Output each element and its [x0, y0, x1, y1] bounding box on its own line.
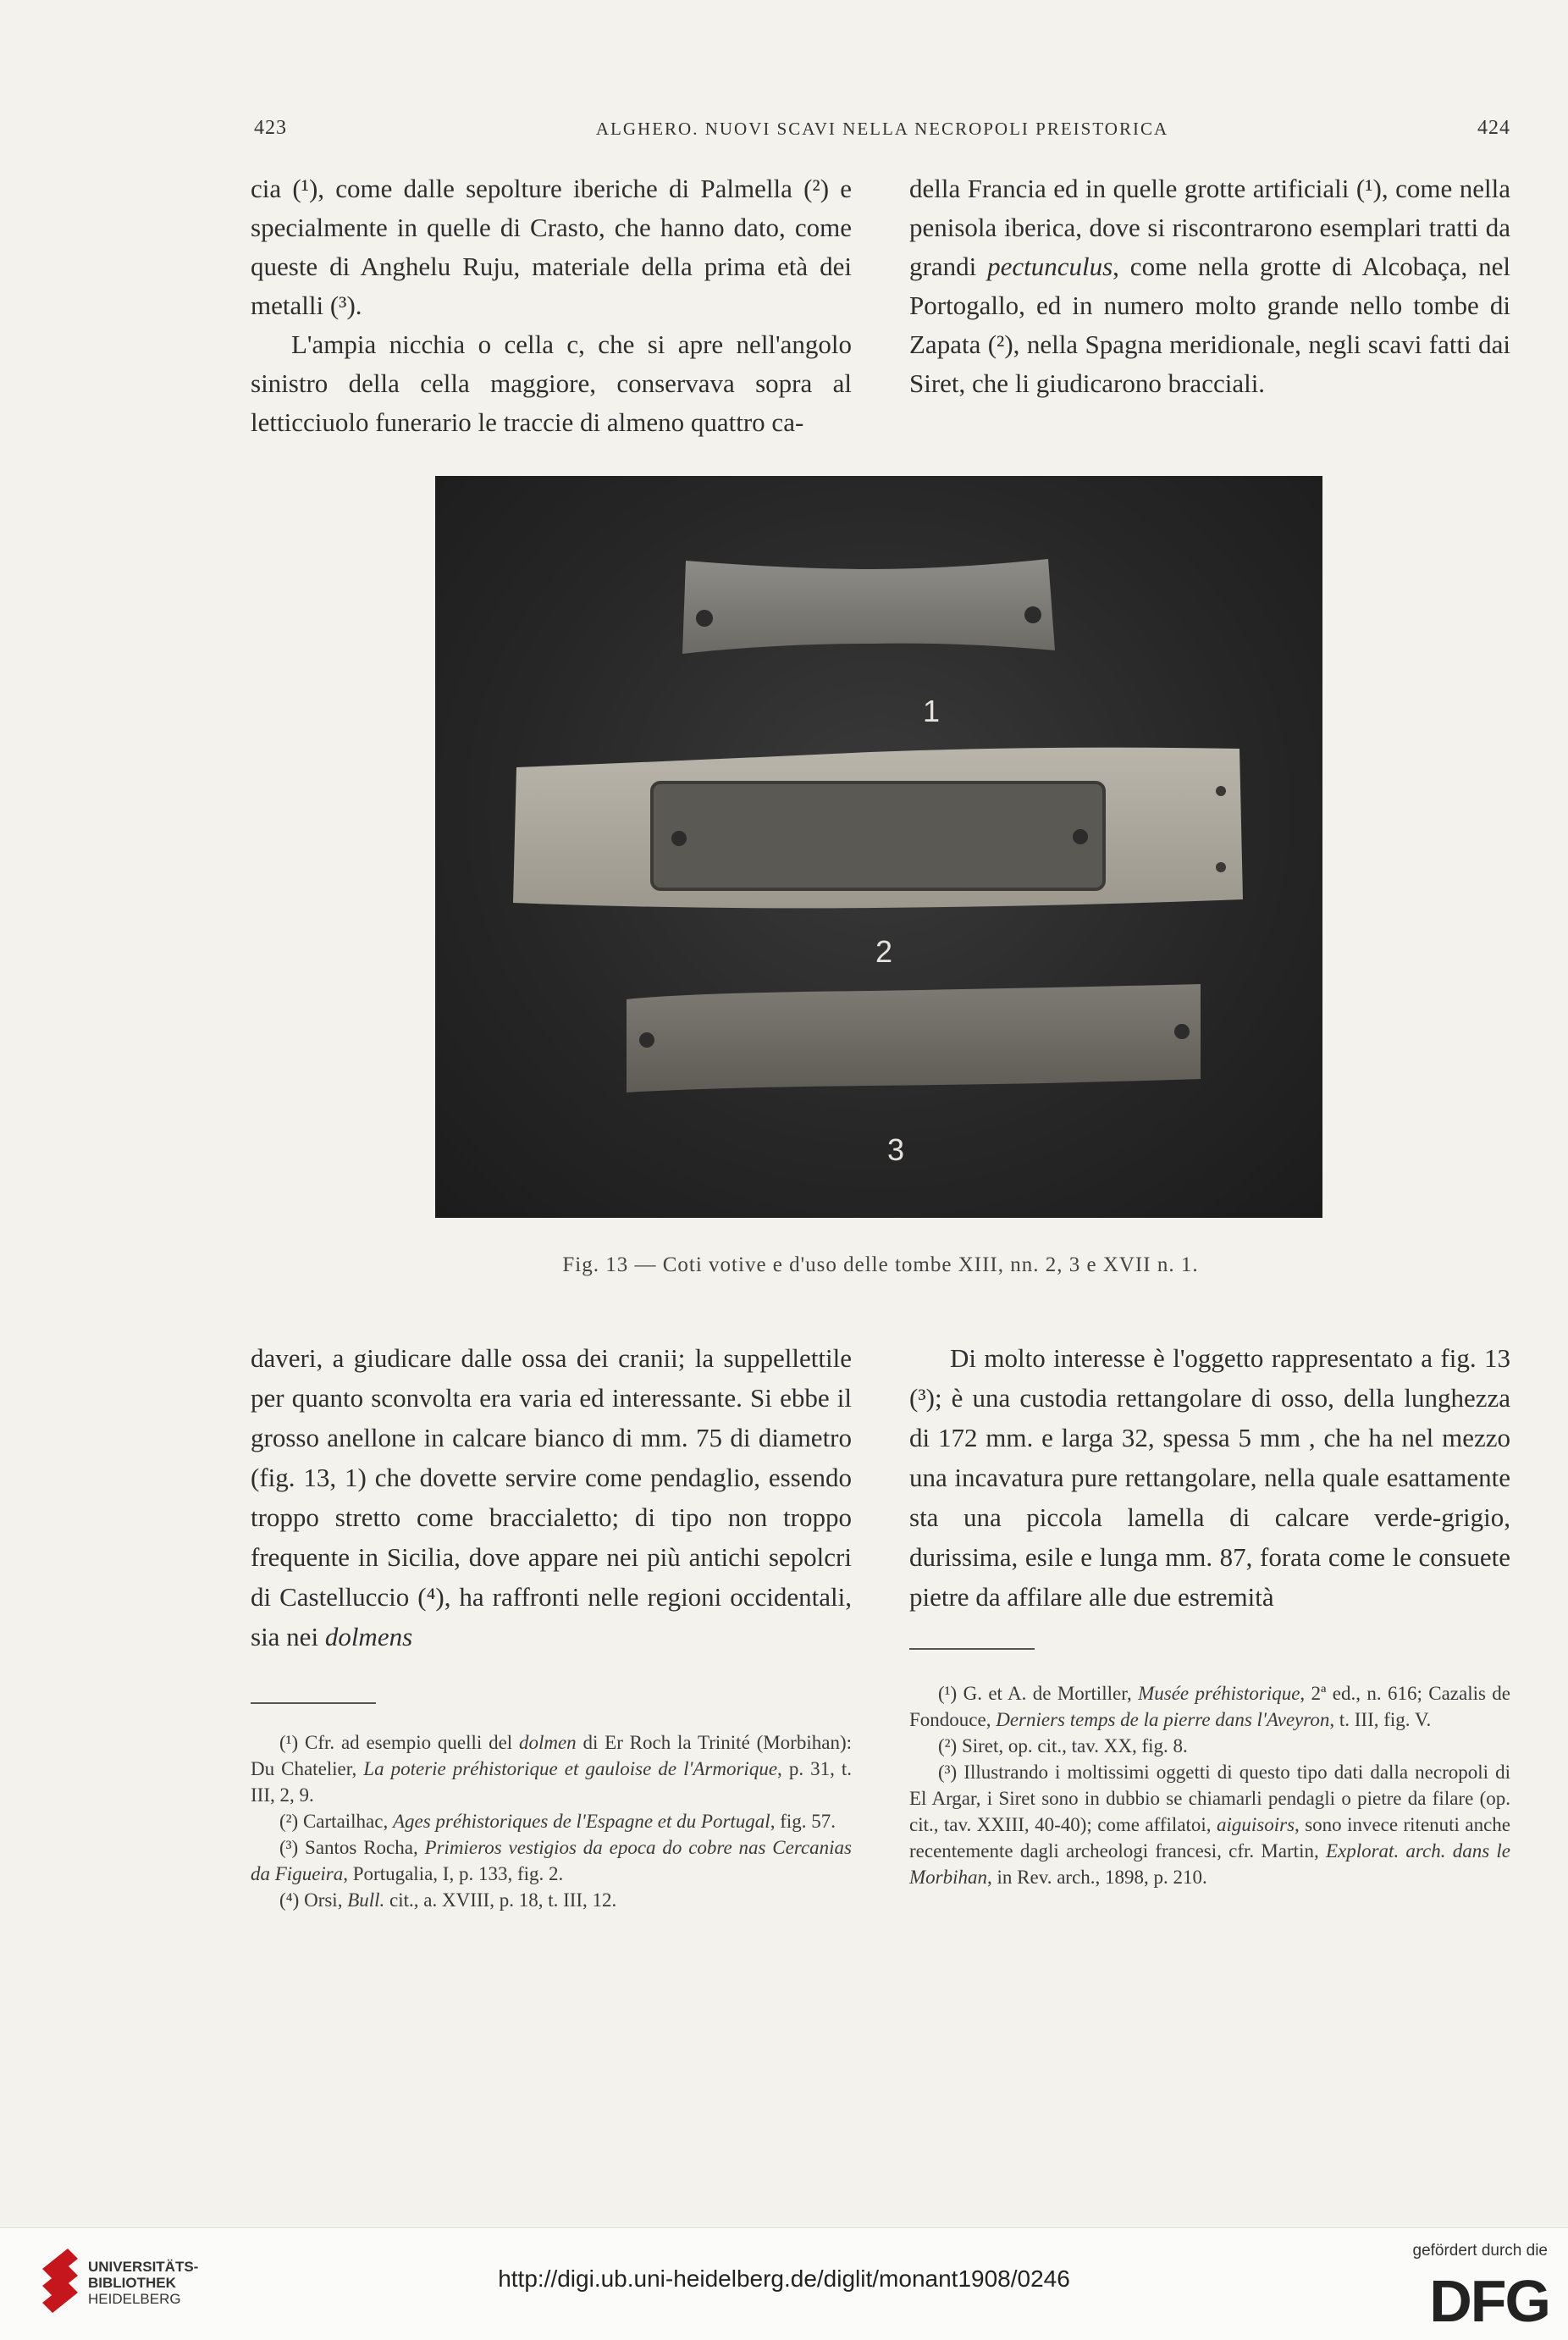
footnote: (³) Santos Rocha, Primieros vestigios da epoca do cobre nas Cercanias da Figueira, Portugalia, I, p. 133, fig. 2.: [251, 1837, 852, 1884]
figure-13-photo: [435, 476, 1322, 1218]
column-top-left: [251, 169, 852, 442]
footnote: (⁴) Orsi, Bull. cit., a. XVIII, p. 18, t. III, 12.: [279, 1889, 617, 1911]
footnote: (¹) G. et A. de Mortiller, Musée préhistorique, 2ª ed., n. 616; Cazalis de Fondouce, Derniers temps de la pierre dans l'Aveyron, t. III, fig. V.: [909, 1683, 1510, 1730]
dfg-logo: DFG: [1429, 2268, 1549, 2334]
page-number-left: 423: [254, 117, 287, 139]
permalink-url[interactable]: http://digi.ub.uni-heidelberg.de/diglit/monant1908/0246: [498, 2265, 1070, 2292]
footnote: (³) Illustrando i moltissimi oggetti di questo tipo dati dalla necropoli di El Argar, i Siret sono in dubbio se chiamarli pendagli o pietre da filare (op. cit., tav. XXIII, 40-40); come affilatoi, aiguisoirs, sono invece ritenuti anche recentemente dagli archeologi francesi, cfr. Martin, Explorat. arch. dans le Morbihan, in Rev. arch., 1898, p. 210.: [909, 1762, 1511, 1888]
library-name: UNIVERSITÄTS- BIBLIOTHEK HEIDELBERG: [88, 2259, 199, 2307]
paragraph: L'ampia nicchia o cella c, che si apre nell'angolo sinistro della cella maggiore, conservava sopra al letticciuolo funerario le traccie di almeno quattro ca-: [251, 329, 852, 437]
column-bottom-right: [909, 1338, 1510, 1617]
paragraph: della Francia ed in quelle grotte artificiali (¹), come nella penisola iberica, dove si riscontrarono esemplari tratti da grandi pectunculus, come nella grotte di Alcobaça, nel Portogallo, ed in numero molto grande nello tombe di Zapata (²), nella Spagna meridionale, negli scavi fatti dai Siret, che li giudicarono bracciali.: [909, 174, 1510, 398]
hole-icon: [696, 610, 713, 627]
footnote-divider-right: [909, 1648, 1035, 1650]
footnote: (²) Siret, op. cit., tav. XX, fig. 8.: [938, 1735, 1188, 1756]
figure-label-1: 1: [923, 694, 941, 728]
paragraph: daveri, a giudicare dalle ossa dei cranii; la suppellettile per quanto sconvolta era varia ed interessante. Si ebbe il grosso anellone in calcare bianco di mm. 75 di diametro (fig. 13, 1) che dovette servire come pendaglio, essendo troppo stretto come braccialetto; di tipo non troppo frequente in Sicilia, dove appare nei più antichi sepolcri di Castelluccio (⁴), ha raffronti nelle regioni occidentali, sia nei dolmens: [251, 1343, 852, 1651]
hole-icon: [639, 1032, 654, 1048]
figure-caption: Fig. 13 — Coti votive e d'uso delle tombe XIII, nn. 2, 3 e XVII n. 1.: [562, 1253, 1199, 1276]
column-bottom-left: [251, 1338, 852, 1657]
whetstone-1: [682, 559, 1055, 654]
footnotes-left: [251, 1729, 852, 1913]
paragraph: Di molto interesse è l'oggetto rappresentato a fig. 13 (³); è una custodia rettangolare di osso, della lunghezza di 172 mm. e larga 32, spessa 5 mm , che ha nel mezzo una incavatura pure rettangolare, nella quale esattamente sta una piccola lamella di calcare verde-grigio, durissima, esile e lunga mm. 87, forata come le consuete pietre da affilare alle due estremità: [909, 1343, 1510, 1612]
hole-icon: [1216, 862, 1226, 872]
footnotes-right: [909, 1680, 1510, 1890]
digitization-footer: [0, 2227, 1568, 2340]
hole-icon: [1216, 786, 1226, 796]
paragraph: cia (¹), come dalle sepolture iberiche di Palmella (²) e specialmente in quelle di Crasto, che hanno dato, come queste di Anghelu Ruju, materiale della prima età dei metalli (³).: [251, 174, 852, 320]
figure-label-3: 3: [887, 1132, 905, 1167]
running-header: [254, 117, 1510, 151]
whetstone-3: [627, 984, 1201, 1093]
hole-icon: [671, 831, 687, 846]
funding-note: gefördert durch die: [1412, 2242, 1548, 2260]
hole-icon: [1073, 829, 1088, 844]
running-title: ALGHERO. NUOVI SCAVI NELLA NECROPOLI PREISTORICA: [595, 119, 1169, 139]
column-top-right: [909, 169, 1510, 403]
footnote: (²) Cartailhac, Ages préhistoriques de l'Espagne et du Portugal, fig. 57.: [279, 1811, 836, 1832]
hole-icon: [1174, 1024, 1190, 1039]
figure-label-2: 2: [875, 934, 893, 969]
whetstones-illustration: [435, 476, 1322, 1218]
hole-icon: [1024, 606, 1041, 623]
footnote: (¹) Cfr. ad esempio quelli del dolmen di Er Roch la Trinité (Morbihan): Du Chatelier, La poterie préhistorique et gauloise de l'Armorique, p. 31, t. III, 2, 9.: [251, 1732, 853, 1806]
whetstone-2: [652, 783, 1104, 889]
footnote-divider-left: [251, 1702, 376, 1704]
page-number-right: 424: [1477, 117, 1510, 139]
